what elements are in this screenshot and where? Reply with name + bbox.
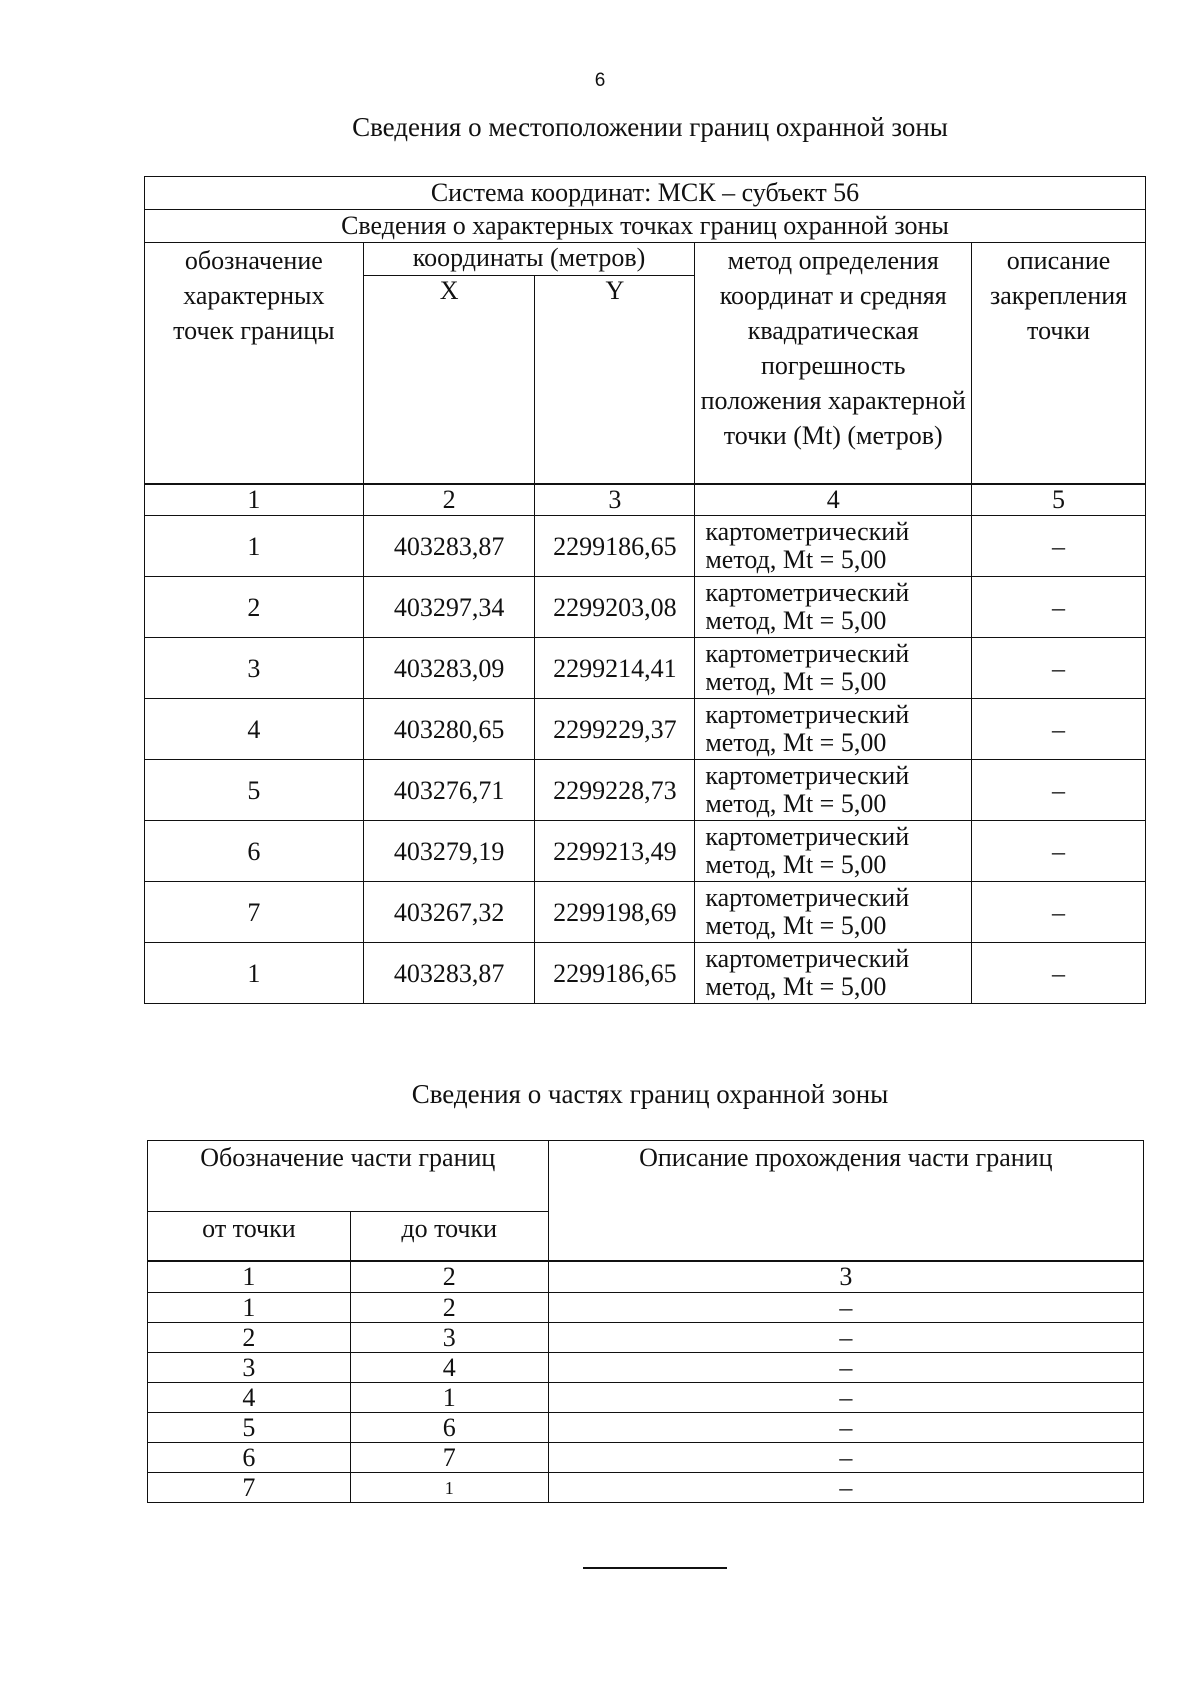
column-number: 4 <box>695 484 972 516</box>
header-from-point: от точки <box>148 1212 351 1262</box>
column-number: 3 <box>535 484 695 516</box>
to-point: 6 <box>350 1413 548 1443</box>
table-row <box>145 516 1146 577</box>
section-title-points: Сведения о местоположении границ охранной зоны <box>352 112 948 142</box>
point-id: 5 <box>145 760 364 821</box>
method-cell <box>695 516 972 577</box>
x-value: 403283,87 <box>363 516 535 577</box>
method-accuracy: метод, Mt = 5,00 <box>705 789 887 818</box>
coordinate-system: Система координат: МСК – субъект 56 <box>145 177 1146 210</box>
method-name: картометрический <box>705 700 910 729</box>
header-method: метод определения координат и средняя квадратическая погрешность положения характерной точки (Mt) (метров) <box>695 243 972 485</box>
to-point: 7 <box>350 1443 548 1473</box>
from-point: 1 <box>148 1293 351 1323</box>
point-id: 1 <box>145 516 364 577</box>
to-point: 4 <box>350 1353 548 1383</box>
method-name: картометрический <box>705 761 910 790</box>
table-row <box>145 821 1146 882</box>
method-accuracy: метод, Mt = 5,00 <box>705 728 887 757</box>
y-value: 2299198,69 <box>535 882 695 943</box>
x-value: 403283,09 <box>363 638 535 699</box>
to-point: 3 <box>350 1323 548 1353</box>
method-accuracy: метод, Mt = 5,00 <box>705 545 887 574</box>
method-name: картометрический <box>705 822 910 851</box>
table-row <box>148 1413 1144 1443</box>
x-value: 403283,87 <box>363 943 535 1004</box>
table-row <box>145 699 1146 760</box>
points-table <box>144 176 1146 1004</box>
table-row <box>148 1293 1144 1323</box>
y-value: 2299213,49 <box>535 821 695 882</box>
method-name: картометрический <box>705 944 910 973</box>
table-row <box>148 1383 1144 1413</box>
x-value: 403276,71 <box>363 760 535 821</box>
part-description: – <box>548 1443 1143 1473</box>
column-numbers-row <box>145 484 1146 516</box>
method-accuracy: метод, Mt = 5,00 <box>705 972 887 1001</box>
x-value: 403280,65 <box>363 699 535 760</box>
x-value: 403279,19 <box>363 821 535 882</box>
header-part-designation: Обозначение части границ <box>148 1141 549 1212</box>
method-name: картометрический <box>705 883 910 912</box>
from-point: 2 <box>148 1323 351 1353</box>
header-x: X <box>363 276 535 484</box>
column-number: 3 <box>548 1261 1143 1293</box>
header-part-description: Описание прохождения части границ <box>548 1141 1143 1262</box>
method-cell <box>695 821 972 882</box>
table-row <box>148 1473 1144 1503</box>
method-name: картометрический <box>705 639 910 668</box>
part-description: – <box>548 1353 1143 1383</box>
from-point: 4 <box>148 1383 351 1413</box>
x-value: 403297,34 <box>363 577 535 638</box>
y-value: 2299203,08 <box>535 577 695 638</box>
column-number: 1 <box>148 1261 351 1293</box>
column-number: 2 <box>350 1261 548 1293</box>
point-id: 3 <box>145 638 364 699</box>
to-point: 1 <box>350 1473 548 1503</box>
point-id: 1 <box>145 943 364 1004</box>
part-description: – <box>548 1323 1143 1353</box>
method-cell <box>695 699 972 760</box>
method-accuracy: метод, Mt = 5,00 <box>705 850 887 879</box>
fixing-description: – <box>972 516 1146 577</box>
table-row <box>148 1323 1144 1353</box>
method-accuracy: метод, Mt = 5,00 <box>705 911 887 940</box>
point-id: 7 <box>145 882 364 943</box>
part-description: – <box>548 1473 1143 1503</box>
boundary-parts-table <box>147 1140 1144 1503</box>
table-subtitle-row <box>145 210 1146 243</box>
from-point: 3 <box>148 1353 351 1383</box>
table-row <box>145 943 1146 1004</box>
column-numbers-row <box>148 1261 1144 1293</box>
method-cell <box>695 943 972 1004</box>
fixing-description: – <box>972 821 1146 882</box>
fixing-description: – <box>972 638 1146 699</box>
table-subtitle: Сведения о характерных точках границ охранной зоны <box>145 210 1146 243</box>
page-number: 6 <box>594 70 606 91</box>
from-point: 6 <box>148 1443 351 1473</box>
point-id: 4 <box>145 699 364 760</box>
y-value: 2299229,37 <box>535 699 695 760</box>
y-value: 2299186,65 <box>535 516 695 577</box>
method-cell <box>695 882 972 943</box>
table-row <box>148 1353 1144 1383</box>
fixing-description: – <box>972 760 1146 821</box>
header-point-designation: обозначение характерных точек границы <box>145 243 364 485</box>
table-row <box>145 882 1146 943</box>
table-row <box>145 760 1146 821</box>
part-description: – <box>548 1383 1143 1413</box>
x-value: 403267,32 <box>363 882 535 943</box>
method-accuracy: метод, Mt = 5,00 <box>705 667 887 696</box>
coordinate-system-row <box>145 177 1146 210</box>
column-number: 2 <box>363 484 535 516</box>
method-accuracy: метод, Mt = 5,00 <box>705 606 887 635</box>
header-to-point: до точки <box>350 1212 548 1262</box>
method-name: картометрический <box>705 578 910 607</box>
y-value: 2299186,65 <box>535 943 695 1004</box>
method-cell <box>695 638 972 699</box>
header-y: Y <box>535 276 695 484</box>
fixing-description: – <box>972 577 1146 638</box>
fixing-description: – <box>972 943 1146 1004</box>
header-row <box>148 1141 1144 1212</box>
method-name: картометрический <box>705 517 910 546</box>
method-cell <box>695 577 972 638</box>
table-row <box>145 577 1146 638</box>
fixing-description: – <box>972 882 1146 943</box>
from-point: 7 <box>148 1473 351 1503</box>
part-description: – <box>548 1413 1143 1443</box>
end-divider-line <box>583 1567 727 1569</box>
header-fixing-description: описание закрепления точки <box>972 243 1146 485</box>
part-description: – <box>548 1293 1143 1323</box>
table-row <box>148 1443 1144 1473</box>
y-value: 2299228,73 <box>535 760 695 821</box>
to-point: 2 <box>350 1293 548 1323</box>
y-value: 2299214,41 <box>535 638 695 699</box>
column-number: 1 <box>145 484 364 516</box>
section-title-parts: Сведения о частях границ охранной зоны <box>411 1079 889 1109</box>
from-point: 5 <box>148 1413 351 1443</box>
header-row <box>145 243 1146 276</box>
header-coordinates: координаты (метров) <box>363 243 695 276</box>
point-id: 2 <box>145 577 364 638</box>
to-point: 1 <box>350 1383 548 1413</box>
point-id: 6 <box>145 821 364 882</box>
fixing-description: – <box>972 699 1146 760</box>
column-number: 5 <box>972 484 1146 516</box>
table-row <box>145 638 1146 699</box>
method-cell <box>695 760 972 821</box>
